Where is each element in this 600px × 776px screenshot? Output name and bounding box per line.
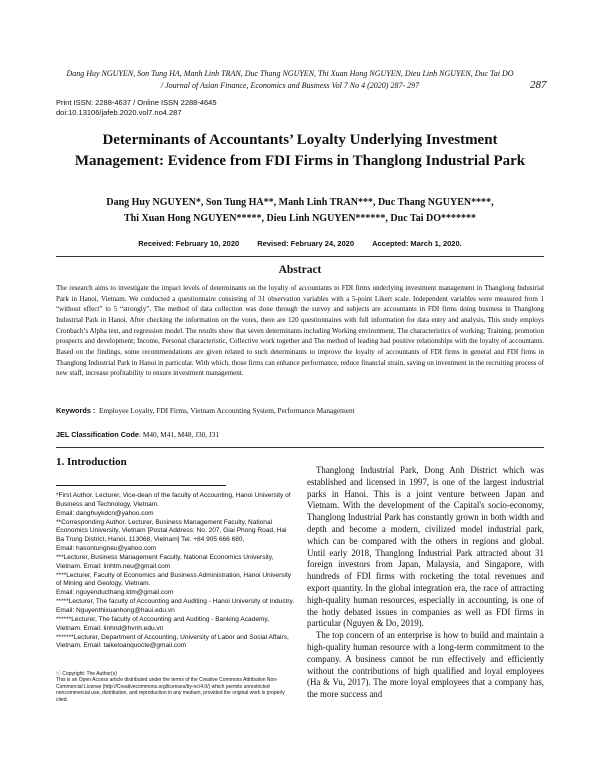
accepted-date: Accepted: March 1, 2020. <box>372 239 462 248</box>
intro-text <box>307 465 544 701</box>
footnote: *******Lecturer, Department of Accounting, University of Labor and Social Affairs, Vietnam. Email: taiketoanquocte@gmail.com <box>56 633 289 650</box>
footnote: Email: danghuykdcn@yahoo.com <box>56 509 154 517</box>
copyright-line: ⓒ Copyright: The Author(s) <box>56 671 117 677</box>
running-header <box>60 68 520 92</box>
authors-line-1: Dang Huy NGUYEN*, Son Tung HA**, Manh Linh TRAN***, Duc Thang NGUYEN****, <box>106 197 494 208</box>
section-heading: 1. Introduction <box>56 456 127 468</box>
running-header-authors: Dang Huy NGUYEN, Son Tung HA, Manh Linh TRAN, Duc Thang NGUYEN, Thi Xuan Hong NGUYEN, Dieu Linh NGUYEN, Duc Tai DO <box>66 69 514 78</box>
keywords-label: Keywords : <box>56 406 96 415</box>
abstract-body: The research aims to investigate the impact levels of determinants on the loyalty of accountants to FDI firms underlying investment management in Thanglong Industrial Park in Hanoi, Vietnam. We conducted a questionnaire consisting of 31 observation variables with a 5-point Likert scale. Independent variables were measured from 1 “without effect” to 5 “strongly”. The method of data collection was done through the survey and subjects are accountants in FDI firms doing business in Thanglong Industrial Park in Hanoi. After checking the information on the votes, there are 120 questionnaires with full information for data entry and analysis, This study employs Cronbach’s Alpha test, and regression model. The results show that seven determinants including Working environment, The characteristics of working; Training, promotion prospects and development; Income, Personal characteristic, Collective work together and The method of leading had positive relationships with the loyalty of accountants. Based on the findings, some recommendations are given related to such determinants to improve the loyalty of accountants of FDI firms in general and FDI firms in Thanglong Industrial Park in Hanoi in particular. With which, those firms can enhance performance, reduce financial strain, saving on investment in the recruiting process of new staff, increase profitability to ensure investment management. <box>56 284 544 378</box>
footnote: Email: nguyenducthang.ktm@gmail.com <box>56 589 174 597</box>
title-line-2: Management: Evidence from FDI Firms in Thanglong Industrial Park <box>74 153 526 169</box>
intro-paragraph: The top concern of an enterprise is how to build and maintain a high-quality human resource with a long-term commitment to the company. A business cannot be run effectively and efficiently without the contributions of high qualified and loyal employees (Ha & Vu, 2017). The more loyal employees that a company has, the more success and <box>307 630 544 700</box>
footnotes <box>56 492 296 651</box>
running-header-journal: / Journal of Asian Finance, Economics and Business Vol 7 No 4 (2020) 287- 297 <box>160 81 420 90</box>
divider-top <box>56 256 544 257</box>
abstract-heading: Abstract <box>278 264 322 276</box>
footnote: *****Lecturer, The faculty of Accounting and Auditing - Hanoi University of Industry. Email: Nguyenthixuanhong@haui.edu.vn <box>56 598 295 614</box>
footnote: ***Lecturer, Business Management Faculty, National Economics University, Vietnam. Email: linhtm.neu@gmail.com <box>56 553 274 570</box>
author-list <box>60 195 540 227</box>
footnote: *First Author. Lecturer, Vice-dean of the faculty of Accounting, Hanoi University of Business and Technology, Vietnam. <box>56 492 291 508</box>
page-number: 287 <box>530 79 547 91</box>
revised-date: Revised: February 24, 2020 <box>257 239 354 248</box>
paper-title <box>40 130 560 172</box>
footnote: ****Lecturer, Faculty of Economics and Business Administration, Hanoi University of Mining and Geology, Vietnam. <box>56 571 292 588</box>
jel-text: : M40, M41, M48, J30, J31 <box>139 430 220 439</box>
jel-codes <box>56 430 544 439</box>
keywords-text: Employee Loyalty, FDI Firms, Vietnam Accounting System, Performance Management <box>99 406 355 415</box>
footnote: Email: hasontungneu@yahoo.com <box>56 545 157 553</box>
license-text: This is an Open Access article distributed under the terms of the Creative Commons Attribution Non-Commercial License (http://Creativecommons.org/licenses/by-nc/4.0/) which permits unrestricted noncommercial use, distribution, and reproduction in any medium, provided the original work is properly cited. <box>56 677 285 703</box>
received-date: Received: February 10, 2020 <box>138 239 240 248</box>
article-dates <box>60 239 540 248</box>
issn-line: Print ISSN: 2288-4637 / Online ISSN 2288-4645 <box>56 98 217 107</box>
issn-block <box>56 98 217 118</box>
footnote: **Corresponding Author. Lecturer, Business Management Faculty, National Economics University, Vietnam [Postal Address: No. 207, Giai Phong Road, Hai Ba Trung District, Hanoi, 113068, Vietnam] Tel. +84 905 666 680, <box>56 518 287 544</box>
footnote-rule <box>56 485 226 486</box>
doi-line: doi:10.13106/jafeb.2020.vol7.no4.287 <box>56 108 182 117</box>
footnote: ******Lecturer, The faculty of Accounting and Auditing - Banking Academy, Vietnam. Email: linhnd@hvnh.edu.vn <box>56 615 270 632</box>
jel-label: JEL Classification Code <box>56 430 139 439</box>
copyright-notice <box>56 671 296 703</box>
title-line-1: Determinants of Accountants’ Loyalty Underlying Investment <box>102 132 498 148</box>
divider-bottom <box>56 447 544 448</box>
authors-line-2: Thi Xuan Hong NGUYEN*****, Dieu Linh NGUYEN******, Duc Tai DO******* <box>123 213 476 224</box>
intro-paragraph: Thanglong Industrial Park, Dong Anh District which was established and licensed in 1997, is one of the largest industrial parks in Hanoi. This is a joint venture between Japan and Vietnam. With the development of the Capital's socio-economy, Thanglong Industrial Park has constantly grown in both width and depth and become a modern, civilized model industrial park, which can be compared with the others in regions and global. Until early 2018, Thanglong Industrial Park attracted about 31 foreign investors from Japan, Malaysia, and Singapore, with hundreds of FDI firms with rocketing the total revenues and export quantity. In the global integration era, the race of attracting high-quality human resources, especially in accounting, is one of the hotly debated issues in companies as well as FDI firms in particular (Nguyen & Do, 2019). <box>307 465 544 629</box>
keywords <box>56 406 544 415</box>
